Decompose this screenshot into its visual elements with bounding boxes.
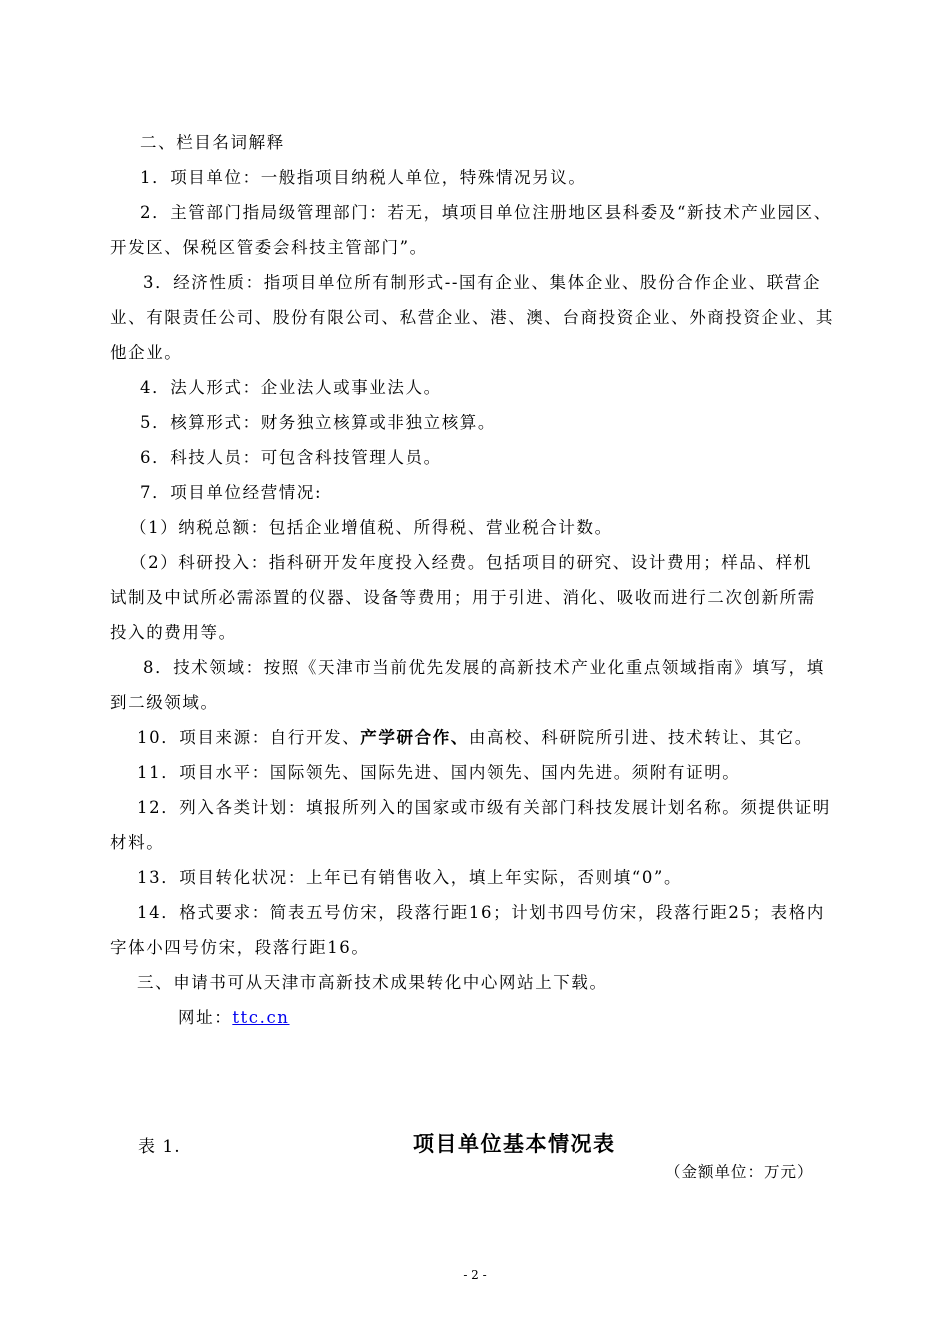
table-title: 项目单位基本情况表 bbox=[413, 1131, 616, 1156]
item-4: 4．法人形式：企业法人或事业法人。 bbox=[140, 378, 442, 397]
item-3-line-3: 他企业。 bbox=[110, 343, 183, 362]
item-13: 13．项目转化状况：上年已有销售收入，填上年实际，否则填“0”。 bbox=[137, 868, 683, 887]
item-6: 6．科技人员：可包含科技管理人员。 bbox=[140, 448, 442, 467]
item-7-1: （1）纳税总额：包括企业增值税、所得税、营业税合计数。 bbox=[130, 518, 613, 537]
item-10 bbox=[137, 720, 917, 755]
item-3-line-1: 3．经济性质：指项目单位所有制形式--国有企业、集体企业、股份合作企业、联营企 bbox=[143, 273, 822, 292]
item-10-suffix: 由高校、科研院所引进、技术转让、其它。 bbox=[468, 728, 813, 747]
item-14-line-1: 14．格式要求：简表五号仿宋，段落行距16；计划书四号仿宋，段落行距25；表格内 bbox=[137, 903, 825, 922]
website-line bbox=[178, 1000, 950, 1035]
item-14-line-2: 字体小四号仿宋，段落行距16。 bbox=[110, 938, 370, 957]
section-3: 三、申请书可从天津市高新技术成果转化中心网站上下载。 bbox=[137, 973, 608, 992]
page-number: - 2 - bbox=[463, 1268, 487, 1282]
table-label: 表 1. bbox=[138, 1137, 181, 1157]
amount-unit-note: （金额单位：万元） bbox=[665, 1163, 814, 1181]
item-3-line-2: 业、有限责任公司、股份有限公司、私营企业、港、澳、台商投资企业、外商投资企业、其 bbox=[110, 308, 834, 327]
item-7-2-line-3: 投入的费用等。 bbox=[110, 623, 237, 642]
item-1: 1．项目单位：一般指项目纳税人单位，特殊情况另议。 bbox=[140, 168, 587, 187]
item-5: 5．核算形式：财务独立核算或非独立核算。 bbox=[140, 413, 496, 432]
item-10-prefix: 10．项目来源：自行开发、 bbox=[137, 728, 361, 747]
website-label: 网址： bbox=[178, 1008, 233, 1027]
item-12-line-1: 12．列入各类计划：填报所列入的国家或市级有关部门科技发展计划名称。须提供证明 bbox=[137, 798, 831, 817]
section-2-heading: 二、栏目名词解释 bbox=[140, 133, 285, 152]
item-8-line-2: 到二级领域。 bbox=[110, 693, 219, 712]
item-11: 11．项目水平：国际领先、国际先进、国内领先、国内先进。须附有证明。 bbox=[137, 763, 741, 782]
website-link[interactable]: ttc.cn bbox=[232, 1008, 290, 1027]
item-7-2-line-1: （2）科研投入：指科研开发年度投入经费。包括项目的研究、设计费用；样品、样机 bbox=[130, 553, 812, 572]
item-10-bold: 产学研合作、 bbox=[360, 728, 469, 747]
item-7-2-line-2: 试制及中试所必需添置的仪器、设备等费用；用于引进、消化、吸收而进行二次创新所需 bbox=[110, 588, 816, 607]
item-2-line-2: 开发区、保税区管委会科技主管部门”。 bbox=[110, 238, 428, 257]
item-12-line-2: 材料。 bbox=[110, 833, 165, 852]
item-8-line-1: 8．技术领域：按照《天津市当前优先发展的高新技术产业化重点领域指南》填写，填 bbox=[143, 658, 825, 677]
item-2-line-1: 2．主管部门指局级管理部门：若无，填项目单位注册地区县科委及“新技术产业园区、 bbox=[140, 203, 832, 222]
item-7: 7．项目单位经营情况: bbox=[140, 483, 323, 502]
